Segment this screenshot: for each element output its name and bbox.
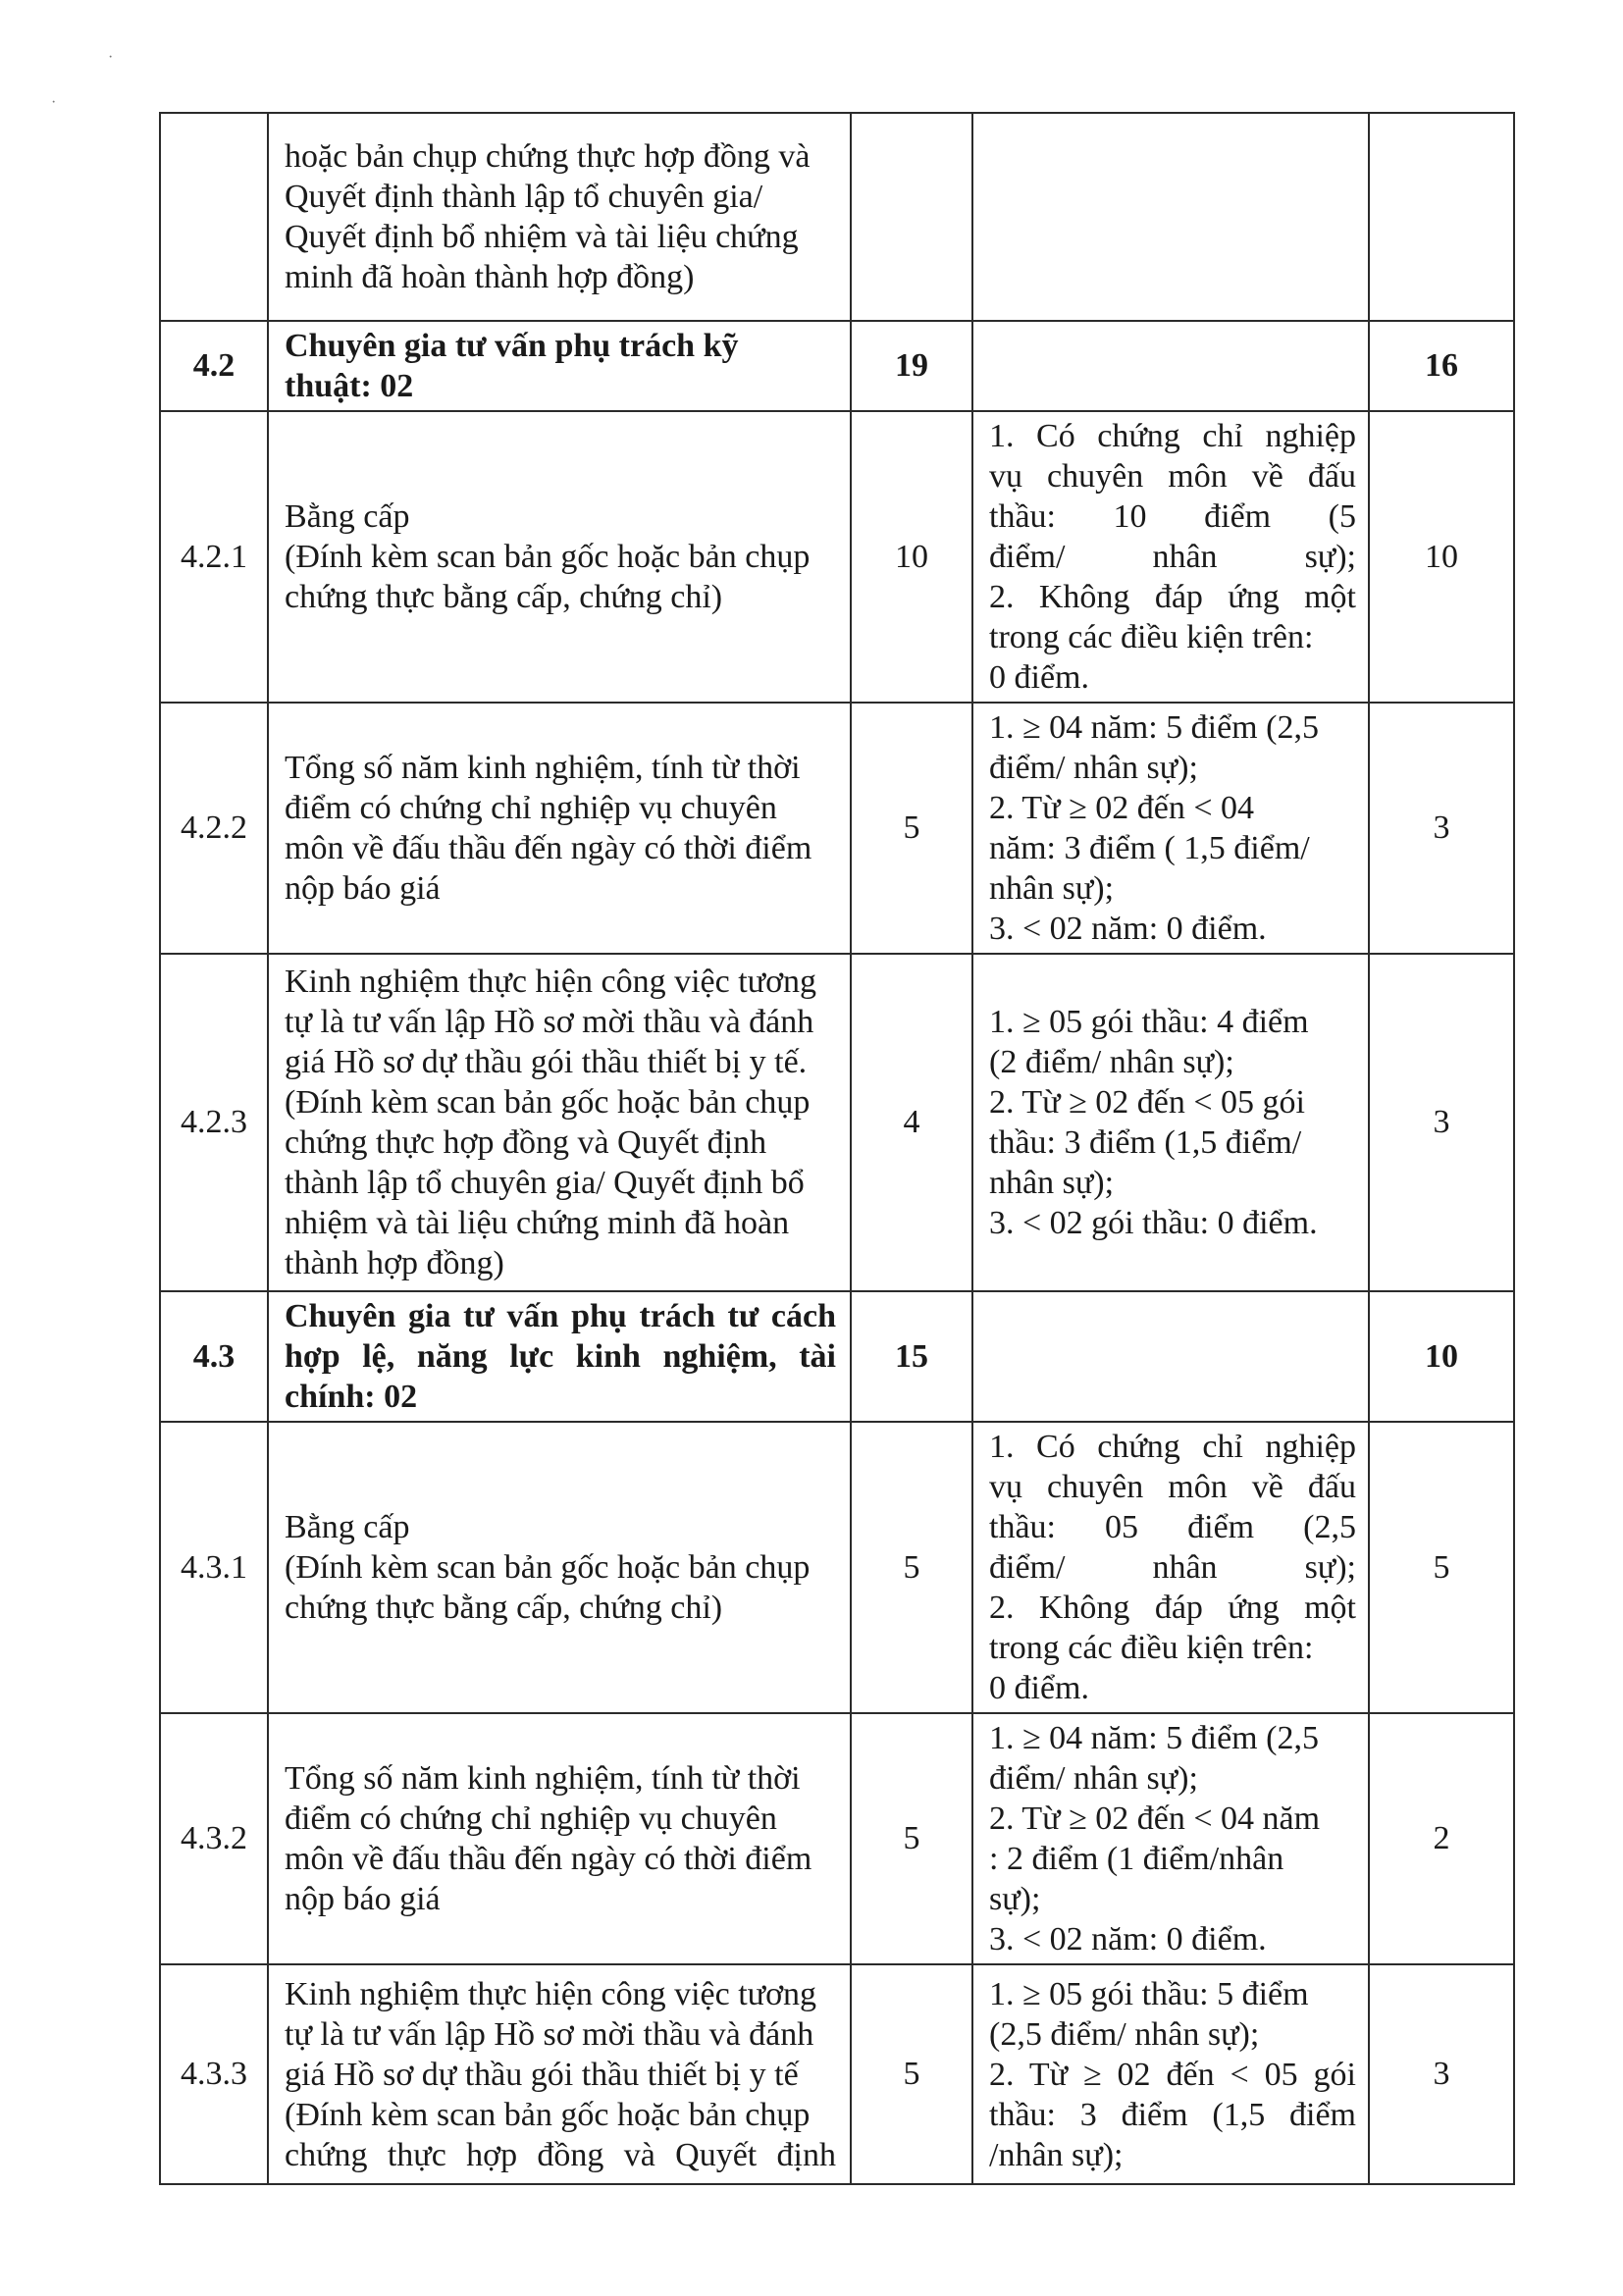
row-id: 4.2.2: [160, 703, 268, 954]
row-score: 10: [1369, 1291, 1514, 1422]
row-score: 3: [1369, 1964, 1514, 2184]
row-score: 3: [1369, 954, 1514, 1291]
row-score: [1369, 113, 1514, 321]
row-score: 10: [1369, 411, 1514, 703]
scan-speck: ·: [108, 49, 114, 66]
row-criteria: 1. ≥ 04 năm: 5 điểm (2,5 điểm/ nhân sự); 2. Từ ≥ 02 đến < 04 năm: 3 điểm ( 1,5 điểm/ nhân sự); 3. < 02 năm: 0 điểm.: [972, 703, 1369, 954]
row-id: 4.2: [160, 321, 268, 411]
row-id: [160, 113, 268, 321]
row-score: 3: [1369, 703, 1514, 954]
row-criteria: 1. ≥ 05 gói thầu: 5 điểm (2,5 điểm/ nhân sự); 2. Từ ≥ 02 đến < 05 gói thầu: 3 điểm (1,5 điểm /nhân sự);: [972, 1964, 1369, 2184]
table-row: [160, 1291, 1514, 1422]
row-description: Bằng cấp (Đính kèm scan bản gốc hoặc bản chụp chứng thực bằng cấp, chứng chỉ): [268, 1422, 851, 1713]
row-criteria: 1. ≥ 05 gói thầu: 4 điểm (2 điểm/ nhân sự); 2. Từ ≥ 02 đến < 05 gói thầu: 3 điểm (1,5 điểm/ nhân sự); 3. < 02 gói thầu: 0 điểm.: [972, 954, 1369, 1291]
row-max-score: 10: [851, 411, 972, 703]
row-max-score: 4: [851, 954, 972, 1291]
table-row: [160, 411, 1514, 703]
scoring-table: [159, 112, 1515, 2185]
row-max-score: [851, 113, 972, 321]
row-score: 2: [1369, 1713, 1514, 1964]
table-row: [160, 1713, 1514, 1964]
row-max-score: 5: [851, 1964, 972, 2184]
row-criteria: 1. Có chứng chỉ nghiệp vụ chuyên môn về đấu thầu: 05 điểm (2,5 điểm/ nhân sự); 2. Không đáp ứng một trong các điều kiện trên: 0 điểm.: [972, 1422, 1369, 1713]
row-max-score: 5: [851, 1713, 972, 1964]
row-description: Chuyên gia tư vấn phụ trách kỹ thuật: 02: [268, 321, 851, 411]
row-id: 4.3.2: [160, 1713, 268, 1964]
table-row: [160, 703, 1514, 954]
row-description: Bằng cấp (Đính kèm scan bản gốc hoặc bản chụp chứng thực bằng cấp, chứng chỉ): [268, 411, 851, 703]
row-criteria: [972, 1291, 1369, 1422]
row-score: 16: [1369, 321, 1514, 411]
scan-speck: ·: [51, 94, 57, 111]
table-row: [160, 321, 1514, 411]
row-id: 4.3.1: [160, 1422, 268, 1713]
row-description: Tổng số năm kinh nghiệm, tính từ thời điểm có chứng chỉ nghiệp vụ chuyên môn về đấu thầu đến ngày có thời điểm nộp báo giá: [268, 1713, 851, 1964]
row-max-score: 5: [851, 1422, 972, 1713]
row-criteria: [972, 113, 1369, 321]
row-id: 4.3: [160, 1291, 268, 1422]
row-criteria: 1. ≥ 04 năm: 5 điểm (2,5 điểm/ nhân sự); 2. Từ ≥ 02 đến < 04 năm : 2 điểm (1 điểm/nhân sự); 3. < 02 năm: 0 điểm.: [972, 1713, 1369, 1964]
row-max-score: 15: [851, 1291, 972, 1422]
row-description: Chuyên gia tư vấn phụ trách tư cách hợp lệ, năng lực kinh nghiệm, tài chính: 02: [268, 1291, 851, 1422]
row-description: Kinh nghiệm thực hiện công việc tương tự là tư vấn lập Hồ sơ mời thầu và đánh giá Hồ sơ dự thầu gói thầu thiết bị y tế (Đính kèm scan bản gốc hoặc bản chụp chứng thực hợp đồng và Quyết định: [268, 1964, 851, 2184]
row-max-score: 19: [851, 321, 972, 411]
row-description: Kinh nghiệm thực hiện công việc tương tự là tư vấn lập Hồ sơ mời thầu và đánh giá Hồ sơ dự thầu gói thầu thiết bị y tế. (Đính kèm scan bản gốc hoặc bản chụp chứng thực hợp đồng và Quyết định thành lập tổ chuyên gia/ Quyết định bổ nhiệm và tài liệu chứng minh đã hoàn thành hợp đồng): [268, 954, 851, 1291]
row-id: 4.3.3: [160, 1964, 268, 2184]
table-row: [160, 1422, 1514, 1713]
row-description: hoặc bản chụp chứng thực hợp đồng và Quyết định thành lập tổ chuyên gia/ Quyết định bổ nhiệm và tài liệu chứng minh đã hoàn thành hợp đồng): [268, 113, 851, 321]
table-row: [160, 113, 1514, 321]
row-criteria: [972, 321, 1369, 411]
table-row: [160, 954, 1514, 1291]
row-id: 4.2.3: [160, 954, 268, 1291]
row-id: 4.2.1: [160, 411, 268, 703]
row-criteria: 1. Có chứng chỉ nghiệp vụ chuyên môn về đấu thầu: 10 điểm (5 điểm/ nhân sự); 2. Không đáp ứng một trong các điều kiện trên: 0 điểm.: [972, 411, 1369, 703]
row-description: Tổng số năm kinh nghiệm, tính từ thời điểm có chứng chỉ nghiệp vụ chuyên môn về đấu thầu đến ngày có thời điểm nộp báo giá: [268, 703, 851, 954]
row-score: 5: [1369, 1422, 1514, 1713]
table-row: [160, 1964, 1514, 2184]
row-max-score: 5: [851, 703, 972, 954]
